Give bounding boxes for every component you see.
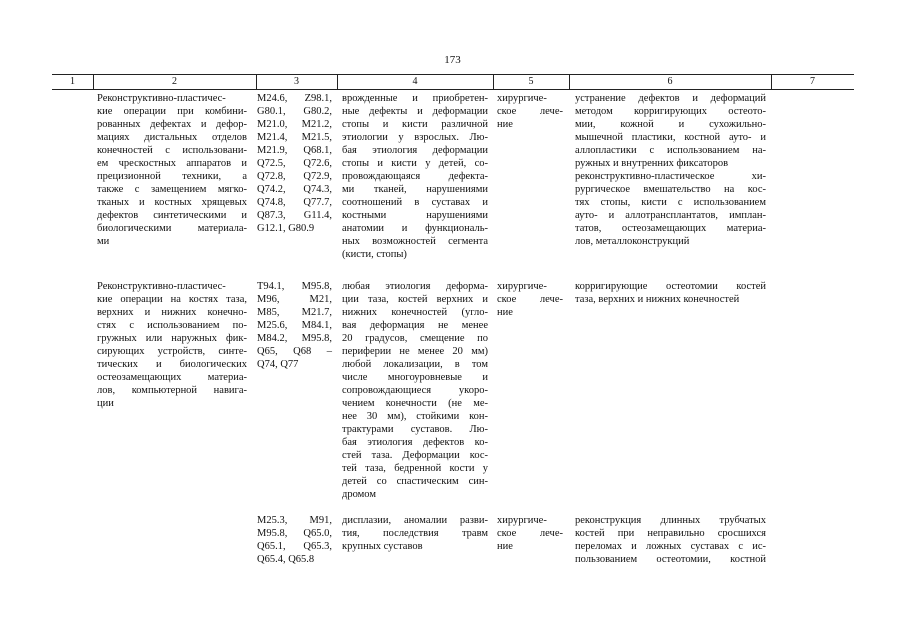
text-line: реконструктивно-пластическое хи-	[575, 171, 766, 182]
text-line: M24.6, Z98.1,	[257, 93, 332, 104]
text-line: верхних и нижних конечно-	[97, 307, 247, 318]
treatment-type-cell	[497, 92, 563, 131]
text-line: анатомии и функциональ-	[342, 223, 488, 234]
text-line: лов, компьютерной навига-	[97, 385, 247, 396]
text-line: методом корригирующих остеото-	[575, 106, 766, 117]
text-line: вая деформация не менее	[342, 320, 488, 331]
text-line: M21.0, M21.2,	[257, 119, 332, 130]
text-line: тях стопы, кисти с использованием	[575, 197, 766, 208]
text-line: M25.6, M84.1,	[257, 320, 332, 331]
text-line: G80.1, G80.2,	[257, 106, 332, 117]
text-line: кие операции при комбини-	[97, 106, 247, 117]
icd-codes-cell	[257, 514, 332, 566]
text-line: мациях дистальных отделов	[97, 132, 247, 143]
text-line: переломах и ложных суставах с ис-	[575, 541, 766, 552]
text-line: M85, M21.7,	[257, 307, 332, 318]
text-line: ные дефекты и деформации	[342, 106, 488, 117]
text-line: устранение дефектов и деформаций	[575, 93, 766, 104]
text-line: ных возможностей сегмента	[342, 236, 488, 247]
text-line: биологическими материала-	[97, 223, 247, 234]
text-line: ское лече-	[497, 528, 563, 539]
method-name-cell	[97, 92, 247, 248]
text-line: числе многоуровневые и	[342, 372, 488, 383]
text-line: рургическое вмешательство на кос-	[575, 184, 766, 195]
text-line: конечностей с использовани-	[97, 145, 247, 156]
column-number-3: 3	[294, 76, 299, 87]
text-line: любая этиология деформа-	[342, 281, 488, 292]
text-line: сирующих устройств, синте-	[97, 346, 247, 357]
text-line: стей таза. Деформации кос-	[342, 450, 488, 461]
text-line: татов, остеозамещающих материа-	[575, 223, 766, 234]
text-line: T94.1, M95.8,	[257, 281, 332, 292]
text-line: Q65.4, Q65.8	[257, 554, 315, 565]
text-line: M21.9, Q68.1,	[257, 145, 332, 156]
treatment-method-cell	[575, 280, 766, 306]
column-number-1: 1	[70, 76, 75, 87]
text-line: корригирующие остеотомии костей	[575, 281, 766, 292]
text-line: ское лече-	[497, 294, 563, 305]
text-line: лов, металлоконструкций	[575, 236, 690, 247]
column-number-5: 5	[528, 76, 534, 87]
text-line: остеозамещающих материа-	[97, 372, 247, 383]
text-line: Реконструктивно-пластичес-	[97, 281, 226, 292]
text-line: любой локализации, в том	[342, 359, 488, 370]
text-line: таза, верхних и нижних конечностей	[575, 294, 740, 305]
text-line: ции	[97, 398, 114, 409]
treatment-method-cell	[575, 92, 766, 248]
patient-model-cell	[342, 92, 488, 261]
treatment-method-cell	[575, 514, 766, 566]
column-number-6: 6	[667, 76, 673, 87]
text-line: провождающаяся дефекта-	[342, 171, 488, 182]
text-line: пользованием остеотомии, костной	[575, 554, 766, 565]
column-number-2: 2	[172, 76, 177, 87]
patient-model-cell	[342, 280, 488, 501]
text-line: Q74.8, Q77.7,	[257, 197, 332, 208]
text-line: стопы и кисти различной	[342, 119, 488, 130]
text-line: Q72.5, Q72.6,	[257, 158, 332, 169]
text-line: реконструкция длинных трубчатых	[575, 515, 766, 526]
method-name-cell	[97, 280, 247, 410]
text-line: ауто- и аллотрансплантатов, имплан-	[575, 210, 766, 221]
text-line: хирургиче-	[497, 281, 547, 292]
text-line: крупных суставов	[342, 541, 423, 552]
text-line: хирургиче-	[497, 93, 547, 104]
icd-codes-cell	[257, 92, 332, 235]
text-line: ние	[497, 307, 513, 318]
text-line: M84.2, M95.8,	[257, 333, 332, 344]
text-line: гружных или наружных фик-	[97, 333, 247, 344]
text-line: M96, M21,	[257, 294, 332, 305]
text-line: трактурами суставов. Лю-	[342, 424, 488, 435]
text-line: стопы и кисти у детей, со-	[342, 158, 488, 169]
text-line: также с замещением мягко-	[97, 184, 247, 195]
text-line: ское лече-	[497, 106, 563, 117]
text-line: нижних конечностей (угло-	[342, 307, 488, 318]
text-line: тия, последствия травм	[342, 528, 488, 539]
text-line: тических и биологических	[97, 359, 247, 370]
page-number: 173	[444, 54, 461, 66]
text-line: ми тканей, нарушениями	[342, 184, 488, 195]
text-line: прецизионной техники, а	[97, 171, 247, 182]
text-line: Реконструктивно-пластичес-	[97, 93, 226, 104]
column-number-4: 4	[412, 76, 418, 87]
text-line: 20 градусов, смещение по	[342, 333, 488, 344]
text-line: дромом	[342, 489, 376, 500]
treatment-type-cell	[497, 280, 563, 319]
text-line: периферии не менее 20 мм)	[342, 346, 488, 357]
text-line: Q72.8, Q72.9,	[257, 171, 332, 182]
header-bottom-rule	[52, 89, 854, 90]
text-line: (кисти, стопы)	[342, 249, 407, 260]
text-line: ем чрескостных аппаратов и	[97, 158, 247, 169]
icd-codes-cell	[257, 280, 332, 371]
text-line: рованных дефектах и дефор-	[97, 119, 247, 130]
text-line: детей со спастическим син-	[342, 476, 488, 487]
text-line: мышечной пластики, костной ауто- и	[575, 132, 766, 143]
text-line: костными нарушениями	[342, 210, 488, 221]
text-line: нее 30 мм), стойкими кон-	[342, 411, 488, 422]
text-line: соотношений в суставах и	[342, 197, 488, 208]
text-line: стях с использованием по-	[97, 320, 247, 331]
text-line: дисплазии, аномалии разви-	[342, 515, 488, 526]
text-line: ми	[97, 236, 110, 247]
text-line: ружных и внутренних фиксаторов	[575, 158, 729, 169]
text-line: аллопластики с использованием на-	[575, 145, 766, 156]
text-line: Q65, Q68 –	[257, 346, 332, 357]
text-line: ние	[497, 119, 513, 130]
text-line: Q87.3, G11.4,	[257, 210, 332, 221]
text-line: G12.1, G80.9	[257, 223, 315, 234]
text-line: тканых и костных хрящевых	[97, 197, 247, 208]
text-line: Q65.1, Q65.3,	[257, 541, 332, 552]
text-line: сопровождающиеся укоро-	[342, 385, 488, 396]
text-line: костей при неправильно сросшихся	[575, 528, 766, 539]
text-line: ние	[497, 541, 513, 552]
text-line: тей таза, бедренной кости у	[342, 463, 488, 474]
text-line: M95.8, Q65.0,	[257, 528, 332, 539]
text-line: ции таза, костей верхних и	[342, 294, 488, 305]
text-line: дефектов синтетическими и	[97, 210, 247, 221]
treatment-type-cell	[497, 514, 563, 553]
text-line: Q74, Q77	[257, 359, 299, 370]
text-line: этиологии у взрослых. Лю-	[342, 132, 488, 143]
column-number-7: 7	[810, 76, 815, 87]
text-line: хирургиче-	[497, 515, 547, 526]
text-line: чением конечности (не ме-	[342, 398, 488, 409]
text-line: кие операции на костях таза,	[97, 294, 247, 305]
patient-model-cell	[342, 514, 488, 553]
text-line: Q74.2, Q74.3,	[257, 184, 332, 195]
text-line: бая этиология дефектов ко-	[342, 437, 488, 448]
text-line: мии, кожной и сухожильно-	[575, 119, 766, 130]
text-line: M21.4, M21.5,	[257, 132, 332, 143]
text-line: врожденные и приобретен-	[342, 93, 488, 104]
text-line: M25.3, M91,	[257, 515, 332, 526]
text-line: бая этиология деформации	[342, 145, 488, 156]
